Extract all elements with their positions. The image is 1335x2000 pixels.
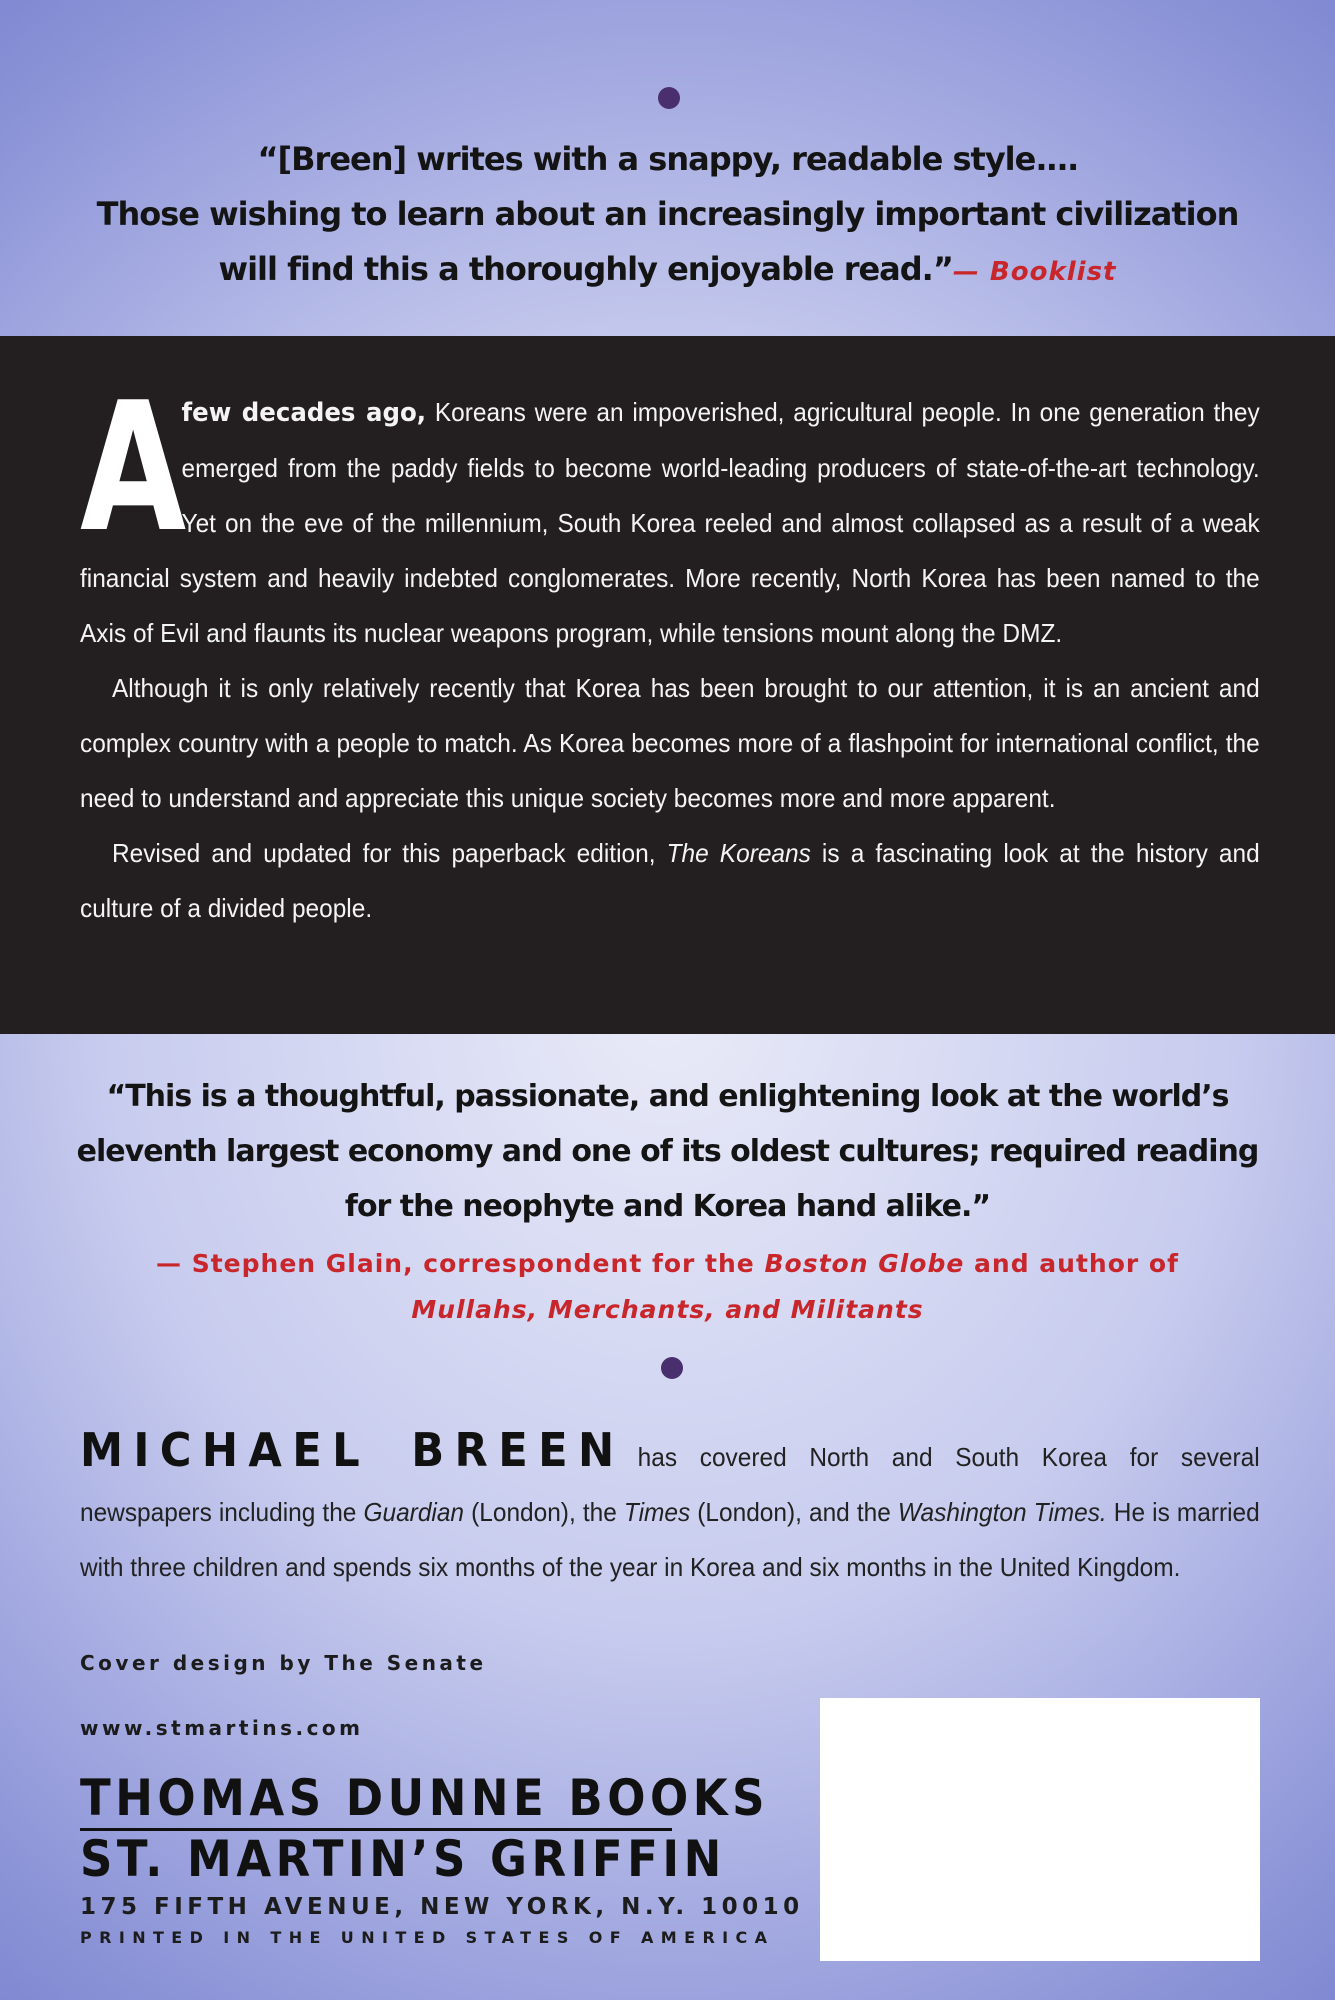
printed-in-notice: PRINTED IN THE UNITED STATES OF AMERICA xyxy=(80,1928,775,1947)
author-bio xyxy=(80,1423,1260,1595)
attribution-publication: Boston Globe xyxy=(764,1249,965,1278)
blurb-p3-before: Revised and updated for this paperback edition, xyxy=(111,838,667,868)
bio-text-3: (London), and the xyxy=(690,1497,898,1527)
top-quote-line-1: “[Breen] writes with a snappy, readable style.… xyxy=(257,140,1078,178)
blurb-p1-text: Koreans were an impoverished, agricultural people. In one generation they emerged from the paddy fields to become world-leading producers of state-of-the-art technology. Yet on the eve of the millennium, South Korea reeled and almost collapsed as a result of a weak financial system and heavily indebted conglomerates. More recently, North Korea has been named to the Axis of Evil and flaunts its nuclear weapons program, while tensions mount along the DMZ. xyxy=(80,397,1260,648)
blurb-paragraph-2: Although it is only relatively recently that Korea has been brought to our attention, it is an ancient and complex country with a people to match. As Korea becomes more of a flashpoint for international conflict, the need to understand and appreciate this unique society becomes more and more apparent. xyxy=(80,673,1260,813)
top-quote-line-3-wrap xyxy=(0,242,1335,300)
top-quote-line-3: will find this a thoroughly enjoyable read.” xyxy=(218,250,953,288)
website-link[interactable]: www.stmartins.com xyxy=(80,1716,364,1740)
attribution-line-1 xyxy=(0,1241,1335,1287)
bio-paper-2: Times xyxy=(623,1497,691,1527)
book-blurb xyxy=(80,364,1260,936)
attribution-book-title: Mullahs, Merchants, and Militants xyxy=(411,1295,924,1324)
publisher-address: 175 FIFTH AVENUE, NEW YORK, N.Y. 10010 xyxy=(80,1894,804,1920)
drop-cap: A xyxy=(80,364,187,571)
attribution-text-1: — Stephen Glain, correspondent for the xyxy=(156,1249,765,1278)
mid-review-quote xyxy=(0,1069,1335,1234)
bio-text-1: has covered North and South Korea for several newspapers including the xyxy=(80,1442,1260,1527)
attribution-text-2: and author of xyxy=(964,1249,1179,1278)
barcode-area xyxy=(820,1698,1260,1961)
mid-quote-attribution xyxy=(0,1241,1335,1333)
bio-text-2: (London), the xyxy=(464,1497,624,1527)
ornament-dot-top xyxy=(658,87,680,109)
publisher-imprint-2: ST. MARTIN’S GRIFFIN xyxy=(80,1830,726,1888)
ornament-dot-bottom xyxy=(661,1357,683,1379)
blurb-p3-after: is a fascinating look at the history and culture of a divided people. xyxy=(80,838,1260,923)
mid-quote-line-1: “This is a thoughtful, passionate, and enlightening look at the world’s xyxy=(106,1079,1229,1114)
author-bio-paragraph xyxy=(80,1423,1260,1595)
top-review-quote xyxy=(0,132,1335,300)
top-quote-line-2: Those wishing to learn about an increasingly important civilization xyxy=(96,195,1239,233)
mid-quote-line-2: eleventh largest economy and one of its oldest cultures; required reading xyxy=(76,1134,1259,1169)
top-quote-source: — Booklist xyxy=(952,257,1117,287)
author-name: MICHAEL BREEN xyxy=(80,1423,625,1477)
publisher-imprint-1: THOMAS DUNNE BOOKS xyxy=(80,1769,770,1827)
blurb-lead: few decades ago, xyxy=(181,398,427,428)
bio-paper-1: Guardian xyxy=(363,1497,465,1527)
mid-quote-line-3: for the neophyte and Korea hand alike.” xyxy=(344,1189,991,1224)
attribution-line-2 xyxy=(0,1287,1335,1333)
cover-design-credit: Cover design by The Senate xyxy=(80,1651,487,1675)
bio-paper-3: Washington Times. xyxy=(897,1497,1107,1527)
book-title: The Koreans xyxy=(666,838,811,868)
blurb-paragraph-1 xyxy=(80,364,1260,661)
bio-text-4: He is married with three children and spends six months of the year in Korea and six months in the United Kingdom. xyxy=(80,1497,1260,1582)
blurb-paragraph-3 xyxy=(80,826,1260,936)
